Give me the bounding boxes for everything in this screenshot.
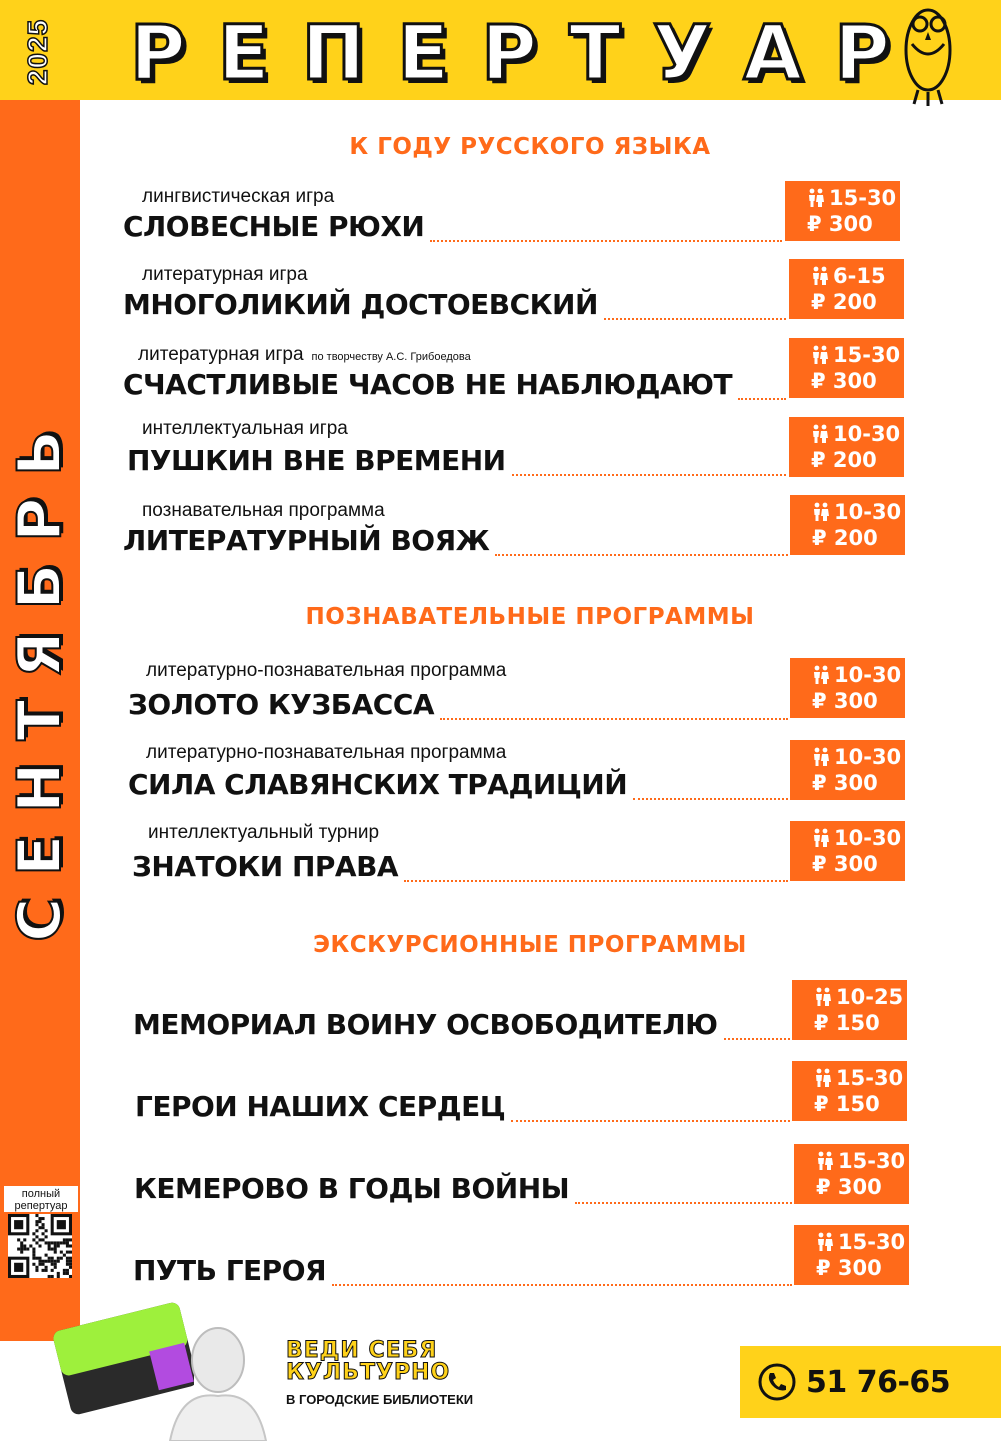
- people-icon: [811, 266, 829, 286]
- people-icon: [814, 987, 832, 1007]
- title-letter: П: [301, 7, 366, 97]
- ticket-price: ₽ 300: [812, 689, 878, 713]
- price-badge: [790, 658, 905, 718]
- price-badge: [790, 495, 905, 555]
- entry-subtitle: литературно-познавательная программа: [146, 660, 507, 681]
- age-range: 15-30: [836, 1066, 904, 1090]
- page-title: [130, 8, 890, 96]
- entry-title: КЕМЕРОВО В ГОДЫ ВОЙНЫ: [134, 1172, 570, 1205]
- month-label: СЕНТЯБРЬ: [5, 408, 75, 942]
- age-range: 15-30: [833, 343, 901, 367]
- entry-subtitle: познавательная программа: [142, 500, 385, 521]
- title-letter: Т: [568, 7, 621, 97]
- section-title-russian-language: К ГОДУ РУССКОГО ЯЗЫКА: [349, 134, 711, 160]
- section-title-excursions: ЭКСКУРСИОННЫЕ ПРОГРАММЫ: [313, 932, 747, 958]
- age-range: 15-30: [838, 1149, 906, 1173]
- ticket-price: ₽ 200: [812, 526, 878, 550]
- qr-caption: полный репертуар: [4, 1186, 78, 1212]
- ticket-price: ₽ 150: [814, 1011, 880, 1035]
- price-badge: [794, 1225, 909, 1285]
- entry-title: ПУШКИН ВНЕ ВРЕМЕНИ: [127, 444, 506, 477]
- ticket-price: ₽ 300: [807, 212, 873, 236]
- price-badge: [789, 259, 904, 319]
- price-badge: [790, 740, 905, 800]
- ticket-price: ₽ 200: [811, 290, 877, 314]
- people-icon: [811, 424, 829, 444]
- year-box: [0, 0, 80, 100]
- entry-title: ЗНАТОКИ ПРАВА: [132, 850, 399, 883]
- dotted-leader: [495, 554, 788, 556]
- entry-title: ГЕРОИ НАШИХ СЕРДЕЦ: [135, 1090, 506, 1123]
- entry-subtitle: литературно-познавательная программа: [146, 742, 507, 763]
- dotted-leader: [575, 1202, 792, 1204]
- phone-number: 51 76-65: [806, 1364, 951, 1400]
- slogan-line-2: КУЛЬТУРНО: [286, 1360, 451, 1385]
- entry-title: ЗОЛОТО КУЗБАССА: [128, 688, 435, 721]
- people-icon: [812, 665, 830, 685]
- ticket-price: ₽ 300: [812, 771, 878, 795]
- age-range: 10-30: [834, 826, 902, 850]
- entry-title: МНОГОЛИКИЙ ДОСТОЕВСКИЙ: [123, 288, 598, 321]
- qr-code[interactable]: [8, 1214, 72, 1278]
- ticket-price: ₽ 300: [816, 1175, 882, 1199]
- entry-title: СЛОВЕСНЫЕ РЮХИ: [123, 210, 425, 243]
- dotted-leader: [724, 1038, 791, 1040]
- year-label: 2025: [22, 18, 54, 86]
- price-badge: [789, 417, 904, 477]
- people-icon: [816, 1151, 834, 1171]
- dotted-leader: [512, 474, 786, 476]
- entry-subtitle: интеллектуальная игра: [142, 418, 348, 439]
- ticket-price: ₽ 300: [812, 852, 878, 876]
- title-letter: Р: [481, 7, 537, 97]
- entry-title: МЕМОРИАЛ ВОИНУ ОСВОБОДИТЕЛЮ: [133, 1008, 718, 1041]
- owl-logo-icon: [898, 4, 958, 110]
- dotted-leader: [511, 1120, 790, 1122]
- phone-box[interactable]: [740, 1346, 1001, 1418]
- slogan: [286, 1340, 506, 1407]
- age-range: 10-30: [834, 745, 902, 769]
- slogan-line-1: ВЕДИ СЕБЯ: [286, 1338, 438, 1363]
- people-icon: [812, 502, 830, 522]
- title-letter: А: [743, 7, 803, 97]
- pushkin-bust-image: [160, 1320, 270, 1441]
- dotted-leader: [440, 718, 788, 720]
- ticket-price: ₽ 200: [811, 448, 877, 472]
- price-badge: [794, 1144, 909, 1204]
- age-range: 10-30: [834, 500, 902, 524]
- ticket-price: ₽ 150: [814, 1092, 880, 1116]
- dotted-leader: [604, 318, 786, 320]
- people-icon: [807, 188, 825, 208]
- title-letter: Е: [397, 7, 450, 97]
- age-range: 10-30: [834, 663, 902, 687]
- people-icon: [812, 828, 830, 848]
- people-icon: [816, 1232, 834, 1252]
- section-title-educational: ПОЗНАВАТЕЛЬНЫЕ ПРОГРАММЫ: [305, 604, 755, 630]
- people-icon: [811, 345, 829, 365]
- entry-title: СИЛА СЛАВЯНСКИХ ТРАДИЦИЙ: [128, 768, 628, 801]
- age-range: 15-30: [829, 186, 897, 210]
- dotted-leader: [633, 798, 788, 800]
- ticket-price: ₽ 300: [816, 1256, 882, 1280]
- entry-title: СЧАСТЛИВЫЕ ЧАСОВ НЕ НАБЛЮДАЮТ: [123, 368, 733, 401]
- entry-subtitle: лингвистическая игра: [142, 186, 335, 207]
- price-badge: [792, 980, 907, 1040]
- price-badge: [789, 338, 904, 398]
- age-range: 10-25: [836, 985, 904, 1009]
- age-range: 10-30: [833, 422, 901, 446]
- age-range: 15-30: [838, 1230, 906, 1254]
- dotted-leader: [738, 398, 786, 400]
- title-letter: У: [652, 7, 712, 97]
- price-badge: [790, 821, 905, 881]
- entry-subtitle: интеллектуальный турнир: [148, 822, 380, 843]
- dotted-leader: [332, 1284, 792, 1286]
- price-badge: [785, 181, 900, 241]
- age-range: 6-15: [833, 264, 886, 288]
- title-letter: Р: [834, 7, 890, 97]
- phone-icon: [758, 1363, 796, 1401]
- title-letter: Е: [217, 7, 270, 97]
- entry-subtitle: литературная игра: [142, 264, 308, 285]
- slogan-line-3: В ГОРОДСКИЕ БИБЛИОТЕКИ: [286, 1392, 474, 1407]
- title-letter: Р: [130, 7, 186, 97]
- entry-note: по творчеству А.С. Грибоедова: [311, 351, 471, 363]
- people-icon: [812, 747, 830, 767]
- dotted-leader: [430, 240, 782, 242]
- entry-subtitle: литературная игра по творчеству А.С. Грибоедова: [138, 344, 471, 365]
- ticket-price: ₽ 300: [811, 369, 877, 393]
- people-icon: [814, 1068, 832, 1088]
- entry-title: ПУТЬ ГЕРОЯ: [133, 1254, 327, 1287]
- price-badge: [792, 1061, 907, 1121]
- entry-title: ЛИТЕРАТУРНЫЙ ВОЯЖ: [123, 524, 490, 557]
- dotted-leader: [404, 880, 788, 882]
